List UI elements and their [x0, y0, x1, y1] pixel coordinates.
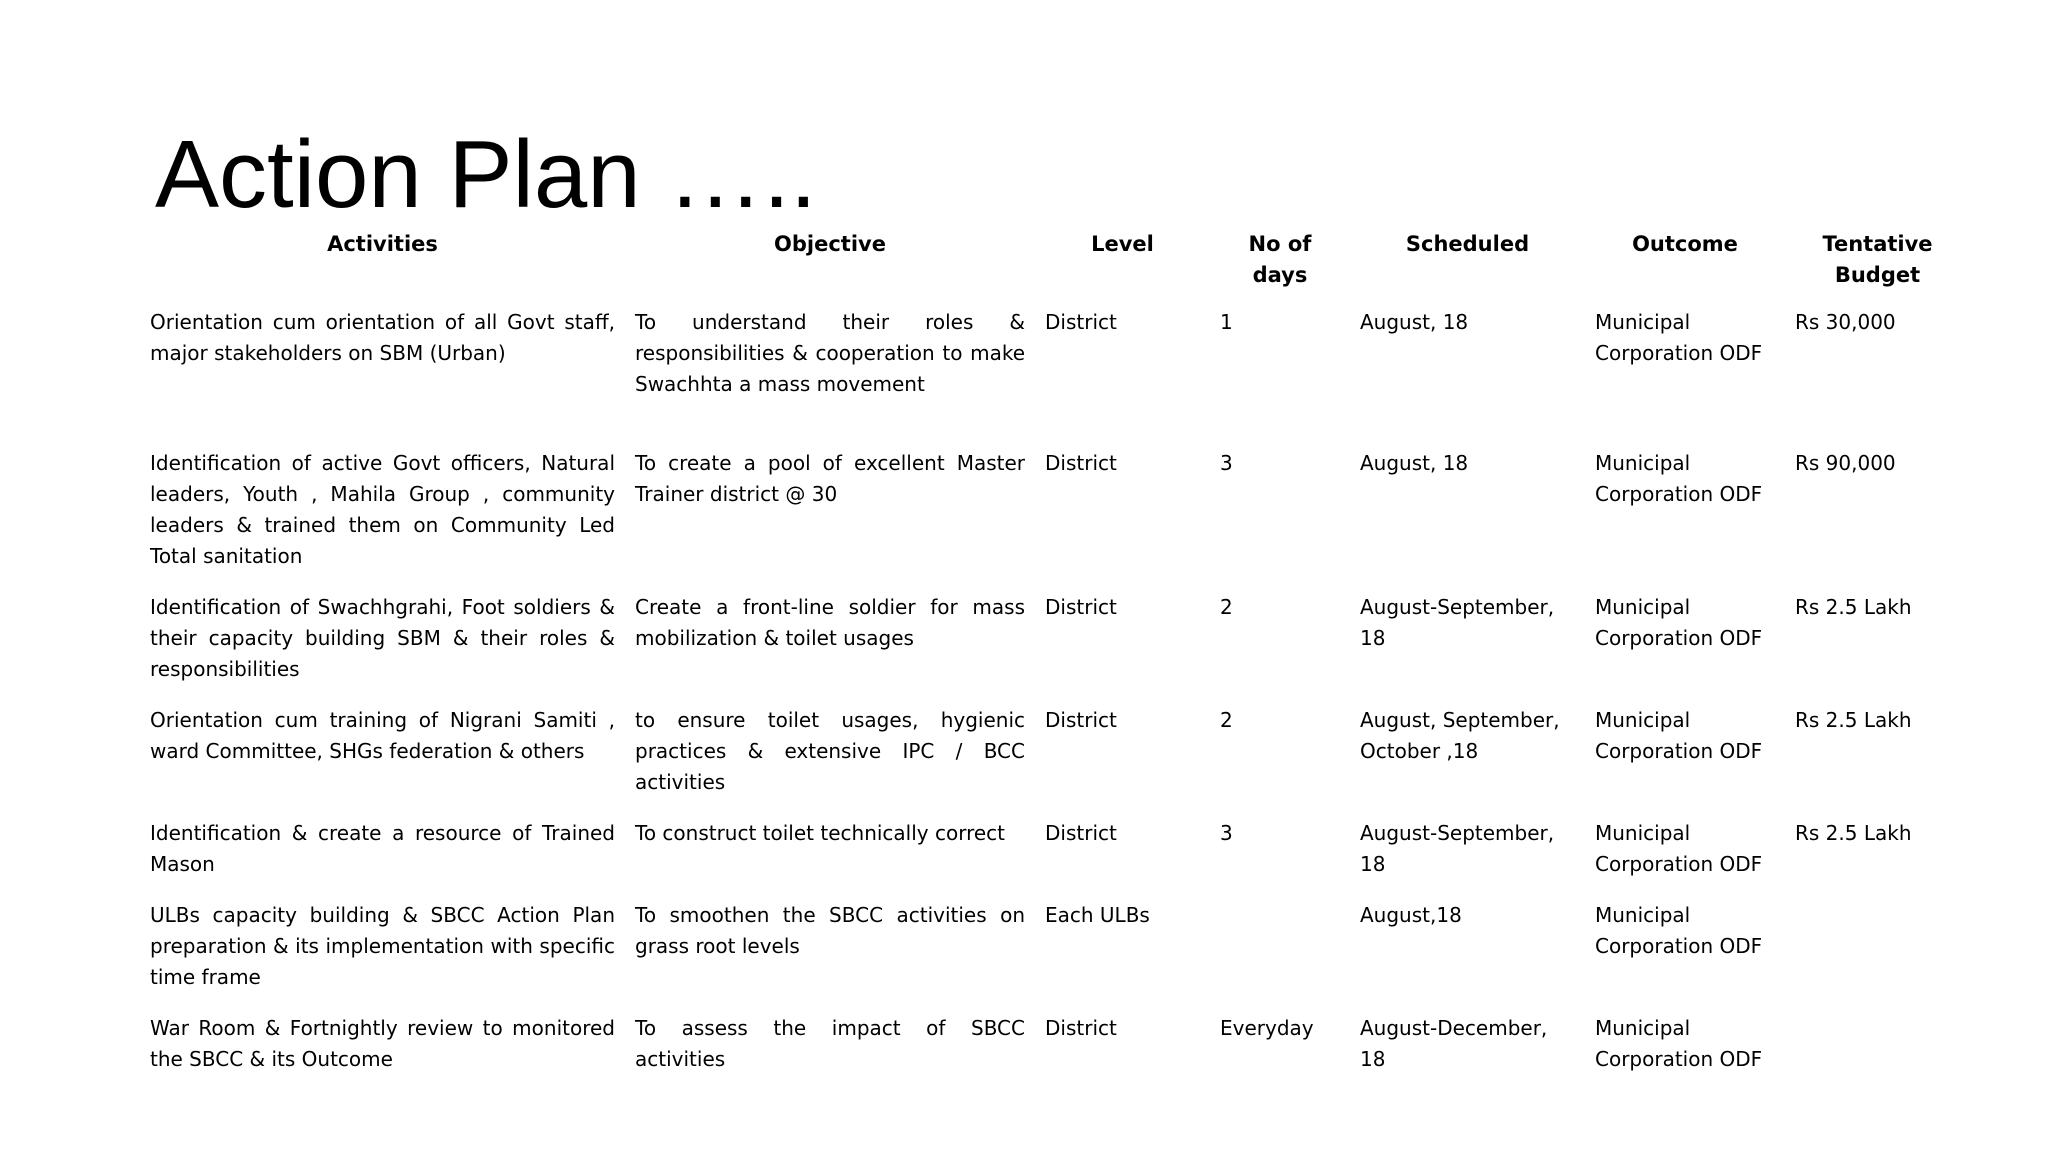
activity-cell: Identification & create a resource of Trained Mason: [150, 821, 615, 876]
objective-cell: To construct toilet technically correct: [635, 821, 1006, 845]
objective-cell: To smoothen the SBCC activities on grass root levels: [635, 903, 1025, 958]
table-row: [140, 892, 1970, 1005]
activity-cell: Identification of active Govt officers, Natural leaders, Youth , Mahila Group , community leaders & trained them on Community Led Total sanitation: [150, 451, 615, 568]
days-cell: 2: [1220, 708, 1233, 732]
table-row: [140, 1005, 1970, 1087]
budget-cell: Rs 30,000: [1795, 310, 1896, 334]
header-objective: Objective: [774, 232, 886, 256]
level-cell: District: [1045, 595, 1117, 619]
objective-cell: Create a front-line soldier for mass mobilization & toilet usages: [635, 595, 1025, 650]
level-cell: Each ULBs: [1045, 903, 1150, 927]
scheduled-cell: August,18: [1360, 903, 1462, 927]
activity-cell: War Room & Fortnightly review to monitored the SBCC & its Outcome: [150, 1016, 615, 1071]
header-activities: Activities: [327, 232, 438, 256]
budget-cell: Rs 2.5 Lakh: [1795, 708, 1912, 732]
days-cell: 1: [1220, 310, 1233, 334]
level-cell: District: [1045, 310, 1117, 334]
level-cell: District: [1045, 821, 1117, 845]
outcome-cell: Municipal Corporation ODF: [1595, 903, 1763, 958]
table-row: [140, 697, 1970, 810]
table-header-row: [140, 225, 1970, 299]
scheduled-cell: August, September, October ,18: [1360, 708, 1560, 763]
scheduled-cell: August-December, 18: [1360, 1016, 1548, 1071]
table-row: [140, 299, 1970, 440]
days-cell: 3: [1220, 821, 1233, 845]
header-outcome: Outcome: [1632, 232, 1738, 256]
scheduled-cell: August, 18: [1360, 310, 1469, 334]
objective-cell: To assess the impact of SBCC activities: [635, 1016, 1025, 1071]
header-level: Level: [1091, 232, 1154, 256]
budget-cell: [1785, 892, 1970, 1005]
header-days: No of days: [1248, 232, 1312, 287]
scheduled-cell: August, 18: [1360, 451, 1469, 475]
activity-cell: Orientation cum training of Nigrani Samiti , ward Committee, SHGs federation & others: [150, 708, 615, 763]
outcome-cell: Municipal Corporation ODF: [1595, 595, 1763, 650]
budget-cell: Rs 2.5 Lakh: [1795, 595, 1912, 619]
scheduled-cell: August-September, 18: [1360, 595, 1555, 650]
budget-cell: [1785, 1005, 1970, 1087]
outcome-cell: Municipal Corporation ODF: [1595, 821, 1763, 876]
table-row: [140, 584, 1970, 697]
days-cell: [1210, 892, 1350, 1005]
days-cell: 3: [1220, 451, 1233, 475]
days-cell: Everyday: [1220, 1016, 1314, 1040]
objective-cell: To understand their roles & responsibilities & cooperation to make Swachhta a mass movement: [635, 310, 1025, 396]
action-plan-table: [140, 225, 1970, 1087]
level-cell: District: [1045, 451, 1117, 475]
budget-cell: Rs 2.5 Lakh: [1795, 821, 1912, 845]
budget-cell: Rs 90,000: [1795, 451, 1896, 475]
scheduled-cell: August-September, 18: [1360, 821, 1555, 876]
objective-cell: To create a pool of excellent Master Trainer district @ 30: [635, 451, 1025, 506]
activity-cell: ULBs capacity building & SBCC Action Plan preparation & its implementation with specific time frame: [150, 903, 615, 989]
header-budget: Tentative Budget: [1822, 232, 1933, 287]
days-cell: 2: [1220, 595, 1233, 619]
header-scheduled: Scheduled: [1405, 232, 1530, 256]
activity-cell: Identification of Swachhgrahi, Foot soldiers & their capacity building SBM & their roles & responsibilities: [150, 595, 615, 681]
page-title: Action Plan …..: [155, 121, 817, 228]
outcome-cell: Municipal Corporation ODF: [1595, 1016, 1763, 1071]
outcome-cell: Municipal Corporation ODF: [1595, 310, 1763, 365]
level-cell: District: [1045, 1016, 1117, 1040]
outcome-cell: Municipal Corporation ODF: [1595, 451, 1763, 506]
table-row: [140, 810, 1970, 892]
objective-cell: to ensure toilet usages, hygienic practices & extensive IPC / BCC activities: [635, 708, 1025, 794]
outcome-cell: Municipal Corporation ODF: [1595, 708, 1763, 763]
table-row: [140, 440, 1970, 584]
level-cell: District: [1045, 708, 1117, 732]
activity-cell: Orientation cum orientation of all Govt staff, major stakeholders on SBM (Urban): [150, 310, 615, 365]
